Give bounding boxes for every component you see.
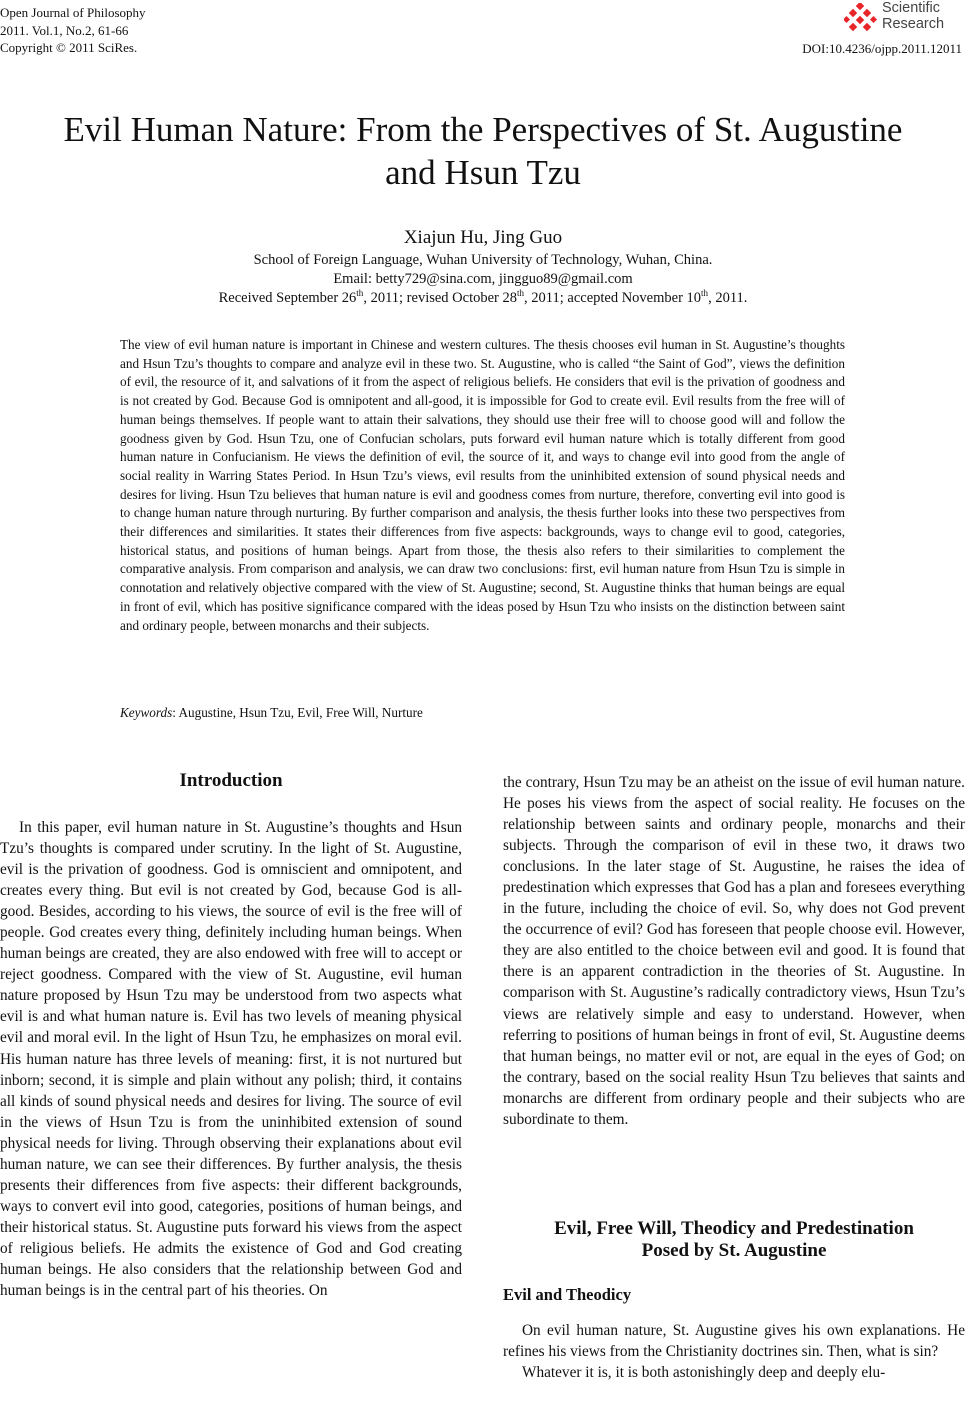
paper-title <box>0 108 966 194</box>
journal-name: Open Journal of Philosophy <box>0 5 146 20</box>
title-line-2: and Hsun Tzu <box>385 153 581 192</box>
section-heading-evil-free-will <box>503 1218 965 1262</box>
abstract: The view of evil human nature is important in Chinese and western cultures. The thesis chooses evil human in St. Augustine’s thoughts and Hsun Tzu’s thoughts to compare and analyze evil in these two. St. Augustine, who is called “the Saint of God”, views the definition of evil, the resource of it, and salvations of it from the aspect of religious beliefs. He considers that evil is the privation of goodness and is not created by God. Because God is omnipotent and all-good, it is impossible for God to create evil. Evil results from the free will of human beings themselves. If people want to attain their salvations, they should use their free will to choose good will and follow the goodness given by God. Hsun Tzu, one of Confucian scholars, puts forward evil human nature which is totally different from good human nature in Confucianism. He views the definition of evil, the source of it, and ways to change evil into good from the angle of social reality in Warring States Period. In Hsun Tzu’s views, evil results from the uninhibited extension of sound physical needs and desires for living. Hsun Tzu believes that human nature is evil and goodness comes from nurture, therefore, converting evil into good is to change human nature through nurturing. By further comparison and analysis, the thesis further looks into these two perspectives from their differences and similarities. It states their differences from five aspects: backgrounds, ways to change evil to good, categories, historical status, and positions of human beings. Apart from those, the thesis also refers to their similarities to complement the comparative analysis. From comparison and analysis, we can draw two conclusions: first, evil human nature from Hsun Tzu is simple in connotation and relatively objective compared with the view of St. Augustine; second, St. Augustine thinks that human beings are equal in front of evil, which has positive significance compared with the ideas posed by Hsun Tzu who insists on the distinction between saint and ordinary people, between monarchs and their subjects. <box>120 337 845 633</box>
scientific-research-logo-icon <box>844 3 878 33</box>
subsection-heading-evil-theodicy: Evil and Theodicy <box>503 1285 632 1304</box>
received-part-3: , 2011; accepted November 10 <box>524 290 702 306</box>
left-column <box>0 817 462 1301</box>
keywords <box>120 705 423 721</box>
section-heading-introduction: Introduction <box>179 770 283 791</box>
journal-header <box>0 4 146 57</box>
received-part-1: Received September 26 <box>218 290 357 306</box>
logo-text-line1: Scientific <box>882 0 941 16</box>
keywords-text: : Augustine, Hsun Tzu, Evil, Free Will, Nurture <box>172 705 423 720</box>
section-heading-line-2: Posed by St. Augustine <box>641 1240 827 1261</box>
received-sup-1: th <box>356 288 364 299</box>
intro-paragraph: In this paper, evil human nature in St. Augustine’s thoughts and Hsun Tzu’s thoughts is compared under scrutiny. In the light of St. Augustine, evil is the privation of goodness. God is omniscient and omnipotent, and creates every thing. But evil is not created by God, because God is all-good. Besides, according to his views, the source of evil is the free will of people. God creates every thing, definitely including human beings. When human beings are created, they are also endowed with free will to accept or reject goodness. Compared with the view of St. Augustine, evil human nature proposed by Hsun Tzu may be understood from two aspects what evil is and what human nature is. Evil has two levels of meaning physical evil and moral evil. In the light of Hsun Tzu, he emphasizes on moral evil. His human nature has three levels of meaning: first, it is not nurtured but inborn; second, it is simple and plain without any polish; third, it contains all kinds of sound physical needs and desires for living. The source of evil in the views of Hsun Tzu is from the uninhibited extension of sound physical needs for living. Through observing their explanations about evil human nature, we can see their differences. By further analysis, the thesis presents their differences from five aspects: their different backgrounds, ways to convert evil into good, categories, positions of human beings, and their historical status. St. Augustine puts forward his views from the aspect of religious beliefs. He admits the existence of God and God creating human beings. He also considers that the relationship between God and human beings is in the central part of his theories. On <box>0 819 462 1300</box>
authors: Xiajun Hu, Jing Guo <box>403 227 563 248</box>
email: Email: betty729@sina.com, jingguo89@gmail.com <box>333 271 633 287</box>
right-paragraph-1: the contrary, Hsun Tzu may be an atheist on the issue of evil human nature. He poses his views from the aspect of social reality. He focuses on the relationship between saints and ordinary people, monarchs and their subjects. Through the comparison of evil in these two, it draws two conclusions. In the later stage of St. Augustine, he raises the idea of predestination which expresses that God has a plan and foresees everything in the future, including the choice of evil. So, why does not God prevent the occurrence of evil? God has foreseen that people choose evil. However, they are also entitled to the choice between evil and good. It is found that there is an apparent contradiction in the theories of St. Augustine. In comparison with St. Augustine’s radically contradictory views, Hsun Tzu’s views are relatively simple and easy to understand. However, when referring to positions of human beings in front of evil, St. Augustine deems that human beings, no matter evil or not, are equal in the eyes of God; on the contrary, based on the social reality Hsun Tzu believes that saints and monarchs are different from ordinary people and their subjects who are subordinate to them. <box>503 774 965 1128</box>
keywords-label: Keywords <box>120 705 173 720</box>
journal-volume: 2011. Vol.1, No.2, 61-66 <box>0 22 129 38</box>
publisher-logo <box>844 0 962 38</box>
section-heading-line-1: Evil, Free Will, Theodicy and Predestination <box>554 1218 914 1239</box>
received-part-4: , 2011. <box>708 290 748 306</box>
received-dates <box>0 290 966 307</box>
right-paragraph-3: Whatever it is, it is both astonishingly deep and deeply elu- <box>522 1364 886 1382</box>
received-part-2: , 2011; revised October 28 <box>363 290 517 306</box>
logo-text-line2: Research <box>882 16 945 32</box>
affiliation: School of Foreign Language, Wuhan University of Technology, Wuhan, China. <box>253 252 713 268</box>
right-paragraph-2: On evil human nature, St. Augustine gives his own explanations. He refines his views from the Christianity doctrines sin. Then, what is sin? <box>503 1322 965 1361</box>
received-sup-2: th <box>517 288 525 299</box>
doi: DOI:10.4236/ojpp.2011.12011 <box>802 41 962 56</box>
right-column <box>503 772 965 1130</box>
right-column-lower <box>503 1320 965 1383</box>
copyright: Copyright © 2011 SciRes. <box>0 40 138 55</box>
title-line-1: Evil Human Nature: From the Perspectives of St. Augustine <box>63 110 903 149</box>
received-sup-3: th <box>701 288 709 299</box>
